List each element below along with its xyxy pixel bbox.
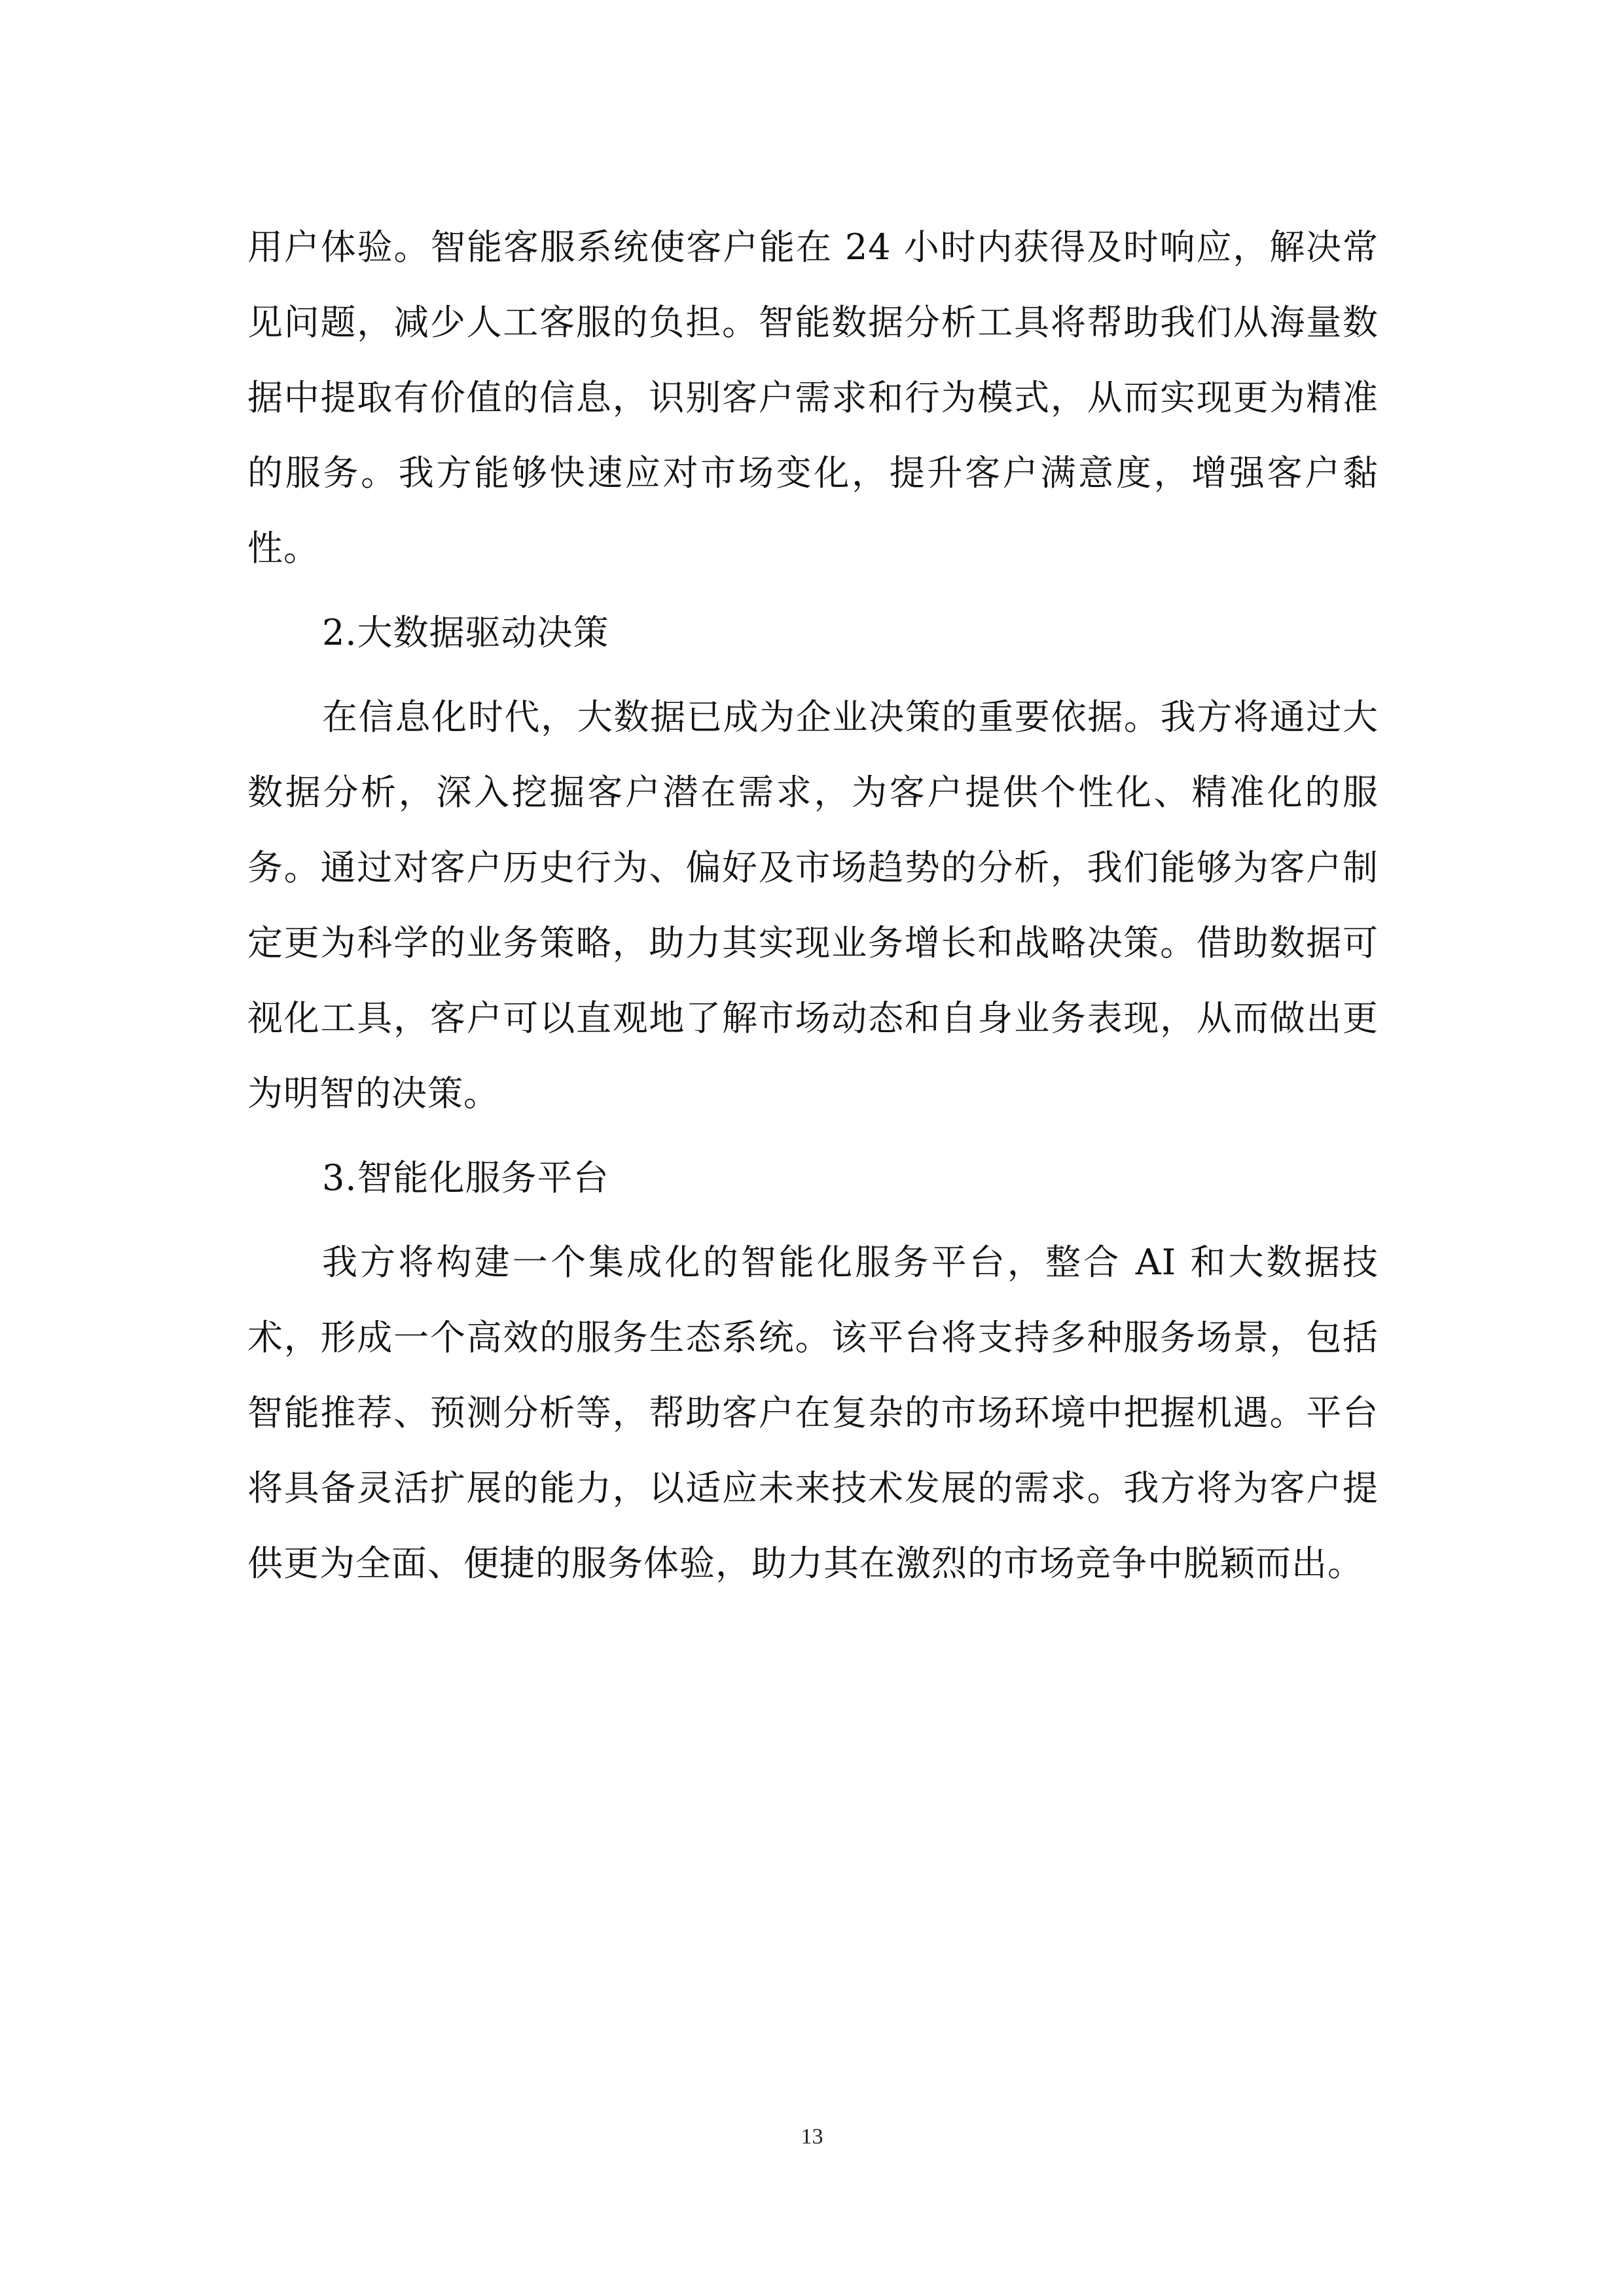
paragraph-smart-platform: 我方将构建一个集成化的智能化服务平台，整合 AI 和大数据技术，形成一个高效的服务生态系统。该平台将支持多种服务场景，包括智能推荐、预测分析等，帮助客户在复杂的市场环境中把握机遇。平台将具备灵活扩展的能力，以适应未来技术发展的需求。我方将为客户提供更为全面、便捷的服务体验，助力其在激烈的市场竞争中脱颖而出。 xyxy=(247,1242,1379,1584)
section-heading-big-data: 2.大数据驱动决策 xyxy=(322,612,609,653)
paragraph-big-data: 在信息化时代，大数据已成为企业决策的重要依据。我方将通过大数据分析，深入挖掘客户潜在需求，为客户提供个性化、精准化的服务。通过对客户历史行为、偏好及市场趋势的分析，我们能够为客户制定更为科学的业务策略，助力其实现业务增长和战略决策。借助数据可视化工具，客户可以直观地了解市场动态和自身业务表现，从而做出更为明智的决策。 xyxy=(247,696,1379,1114)
page-number: 13 xyxy=(801,2125,823,2149)
document-body xyxy=(247,209,1379,1601)
paragraph-user-experience: 用户体验。智能客服系统使客户能在 24 小时内获得及时响应，解决常见问题，减少人工客服的负担。智能数据分析工具将帮助我们从海量数据中提取有价值的信息，识别客户需求和行为模式，从而实现更为精准的服务。我方能够快速应对市场变化，提升客户满意度，增强客户黏性。 xyxy=(247,226,1379,569)
section-heading-smart-platform: 3.智能化服务平台 xyxy=(322,1157,609,1198)
